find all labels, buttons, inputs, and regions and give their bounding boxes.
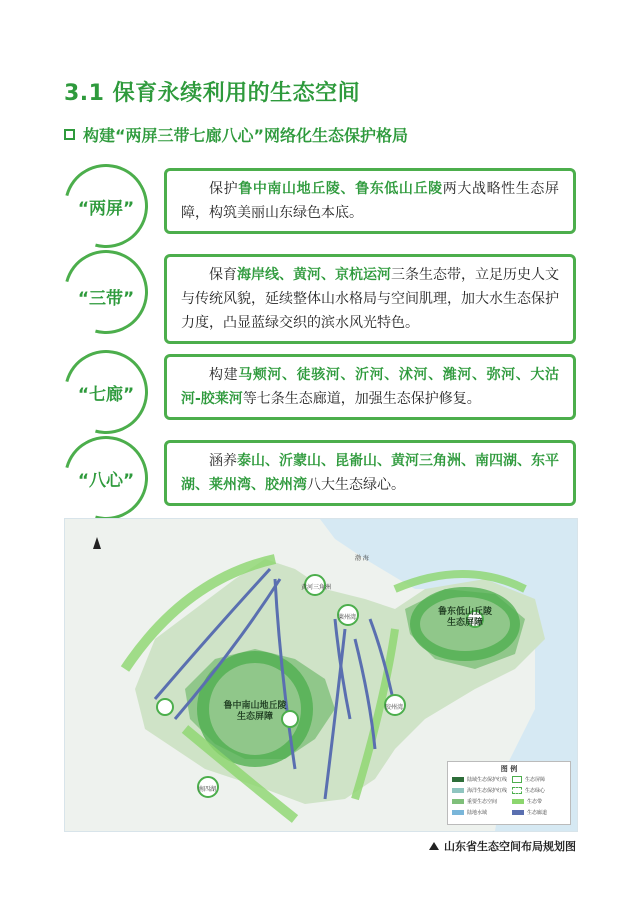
- ecological-layout-map: [64, 518, 578, 832]
- legend-item: 生态绿心: [512, 787, 545, 794]
- item-label: “七廊”: [77, 384, 135, 405]
- node-label: 胶州湾: [385, 704, 404, 711]
- item-three-belts: [64, 254, 584, 331]
- east-shield-label: 鲁东低山丘陵 生态屏障: [437, 607, 492, 628]
- page-title: 3.1 保育永续利用的生态空间: [64, 81, 361, 106]
- item-description: [164, 354, 576, 420]
- item-two-barriers: [64, 168, 584, 242]
- triangle-icon: [429, 842, 439, 850]
- map-caption: [429, 838, 576, 854]
- text-highlight: 鲁中南山地丘陵、鲁东低山丘陵: [238, 181, 443, 197]
- text-prefix: 构建: [209, 367, 239, 383]
- legend-title: 图 例: [500, 765, 518, 773]
- legend-item: 生态屏障: [512, 776, 545, 783]
- caption-text: 山东省生态空间布局规划图: [444, 840, 576, 853]
- legend-item: 陆域生态保护红线: [452, 776, 507, 783]
- node-label: 南四湖: [198, 786, 217, 793]
- text-prefix: 保护: [209, 181, 239, 197]
- text-suffix: 八大生态绿心。: [307, 477, 405, 493]
- square-bullet-icon: [64, 129, 75, 140]
- sea-label: 渤 海: [355, 555, 369, 562]
- map-legend: [447, 761, 571, 825]
- text-suffix: 两大战略性生态屏障，构筑美丽山东绿色本底。: [181, 181, 560, 221]
- item-seven-corridors: [64, 354, 584, 428]
- legend-item: 重要生态空间: [452, 798, 497, 805]
- west-shield-label: 鲁中南山地丘陵 生态屏障: [223, 701, 287, 722]
- section-subtitle-text: 构建“两屏三带七廊八心”网络化生态保护格局: [83, 126, 409, 145]
- text-highlight: 泰山、沂蒙山、昆嵛山、黄河三角洲、南四湖、东平湖、莱州湾、胶州湾: [181, 453, 559, 493]
- text-prefix: 保育: [209, 267, 237, 283]
- node-label: 莱州湾: [338, 614, 357, 621]
- item-label: “三带”: [77, 288, 135, 309]
- text-highlight: 马颊河、徒骇河、沂河、沭河、潍河、弥河、大沽河-胶莱河: [181, 367, 560, 407]
- text-suffix: 等七条生态廊道，加强生态保护修复。: [242, 391, 481, 407]
- text-highlight: 海岸线、黄河、京杭运河: [237, 267, 391, 283]
- item-description: [164, 254, 576, 344]
- legend-item: 海洋生态保护红线: [452, 787, 507, 794]
- item-label: “八心”: [77, 470, 135, 491]
- legend-item: 生态带: [512, 798, 542, 805]
- item-description: [164, 168, 576, 234]
- item-eight-hearts: [64, 440, 584, 514]
- legend-item: 生态廊道: [512, 809, 547, 816]
- section-subtitle: [64, 123, 408, 146]
- legend-item: 陆地水域: [452, 809, 487, 816]
- text-prefix: 涵养: [209, 453, 237, 469]
- node-label: 黄河三角洲: [301, 584, 332, 591]
- item-label: “两屏”: [77, 198, 135, 219]
- text-suffix: 三条生态带，立足历史人文与传统风貌，延续整体山水格局与空间肌理，加大水生态保护力度，凸显蓝绿交织的滨水风光特色。: [181, 267, 559, 331]
- item-description: [164, 440, 576, 506]
